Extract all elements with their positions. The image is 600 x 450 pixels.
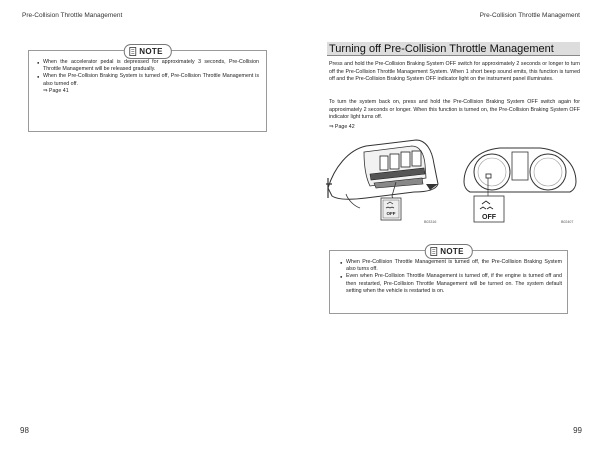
overhead-console-illustration: [326, 138, 450, 232]
note-bullet: ● Even when Pre-Collision Throttle Management is turned off, if the engine is turned off and then restarted, Pre-Collision Throttle Management will be turned on. The system default setting when the vehicle is restarted is on.: [340, 273, 562, 295]
body-paragraph: Press and hold the Pre-Collision Braking System OFF switch for approximately 2 seconds or longer to turn off the Pre-Collision Throttle Management System. When 1 short beep sound emits, this function is turned off and the Pre-Collision Braking System OFF indicator light on the instrument panel illuminates.: [329, 61, 580, 83]
note-title: NOTE: [440, 247, 464, 256]
note-bullet: ● When Pre-Collision Throttle Management is turned off, the Pre-Collision Braking System also turns off.: [340, 259, 562, 273]
overhead-console-figure: [326, 138, 450, 232]
instrument-cluster-illustration: [460, 142, 580, 224]
left-note-box: [28, 47, 267, 132]
page-reference-link[interactable]: ⇒ Page 42: [329, 124, 355, 130]
indicator-off-text: OFF: [482, 214, 496, 221]
right-page-number: 99: [573, 426, 582, 435]
note-label: [123, 44, 171, 59]
section-title: Turning off Pre-Collision Throttle Management: [327, 42, 580, 56]
figure-id: B02407: [561, 220, 574, 224]
note-label: [424, 244, 472, 259]
instrument-cluster-figure: [460, 142, 580, 224]
body-paragraph: To turn the system back on, press and hold the Pre-Collision Braking System OFF switch again for approximately 2 seconds or longer. When this function is turned on, the Pre-Collision Braking System OFF indicator light turns off.: [329, 99, 580, 121]
note-bullet: ● When the accelerator pedal is depressed for approximately 3 seconds, Pre-Collision Throttle Management will be released gradually.: [37, 59, 259, 73]
right-note-box: [329, 247, 568, 314]
note-icon: [128, 47, 136, 56]
note-bullet: ● When the Pre-Collision Braking System is turned off, Pre-Collision Throttle Management is also turned off.: [37, 73, 259, 87]
right-page-header: Pre-Collision Throttle Management: [479, 12, 580, 19]
page-reference-link[interactable]: ⇒ Page 41: [43, 87, 69, 94]
left-page-number: 98: [20, 426, 29, 435]
left-page-header: Pre-Collision Throttle Management: [22, 12, 123, 19]
note-title: NOTE: [139, 47, 163, 56]
switch-off-text: OFF: [386, 211, 396, 216]
figure-id: B03316: [424, 220, 437, 224]
note-icon: [429, 247, 437, 256]
